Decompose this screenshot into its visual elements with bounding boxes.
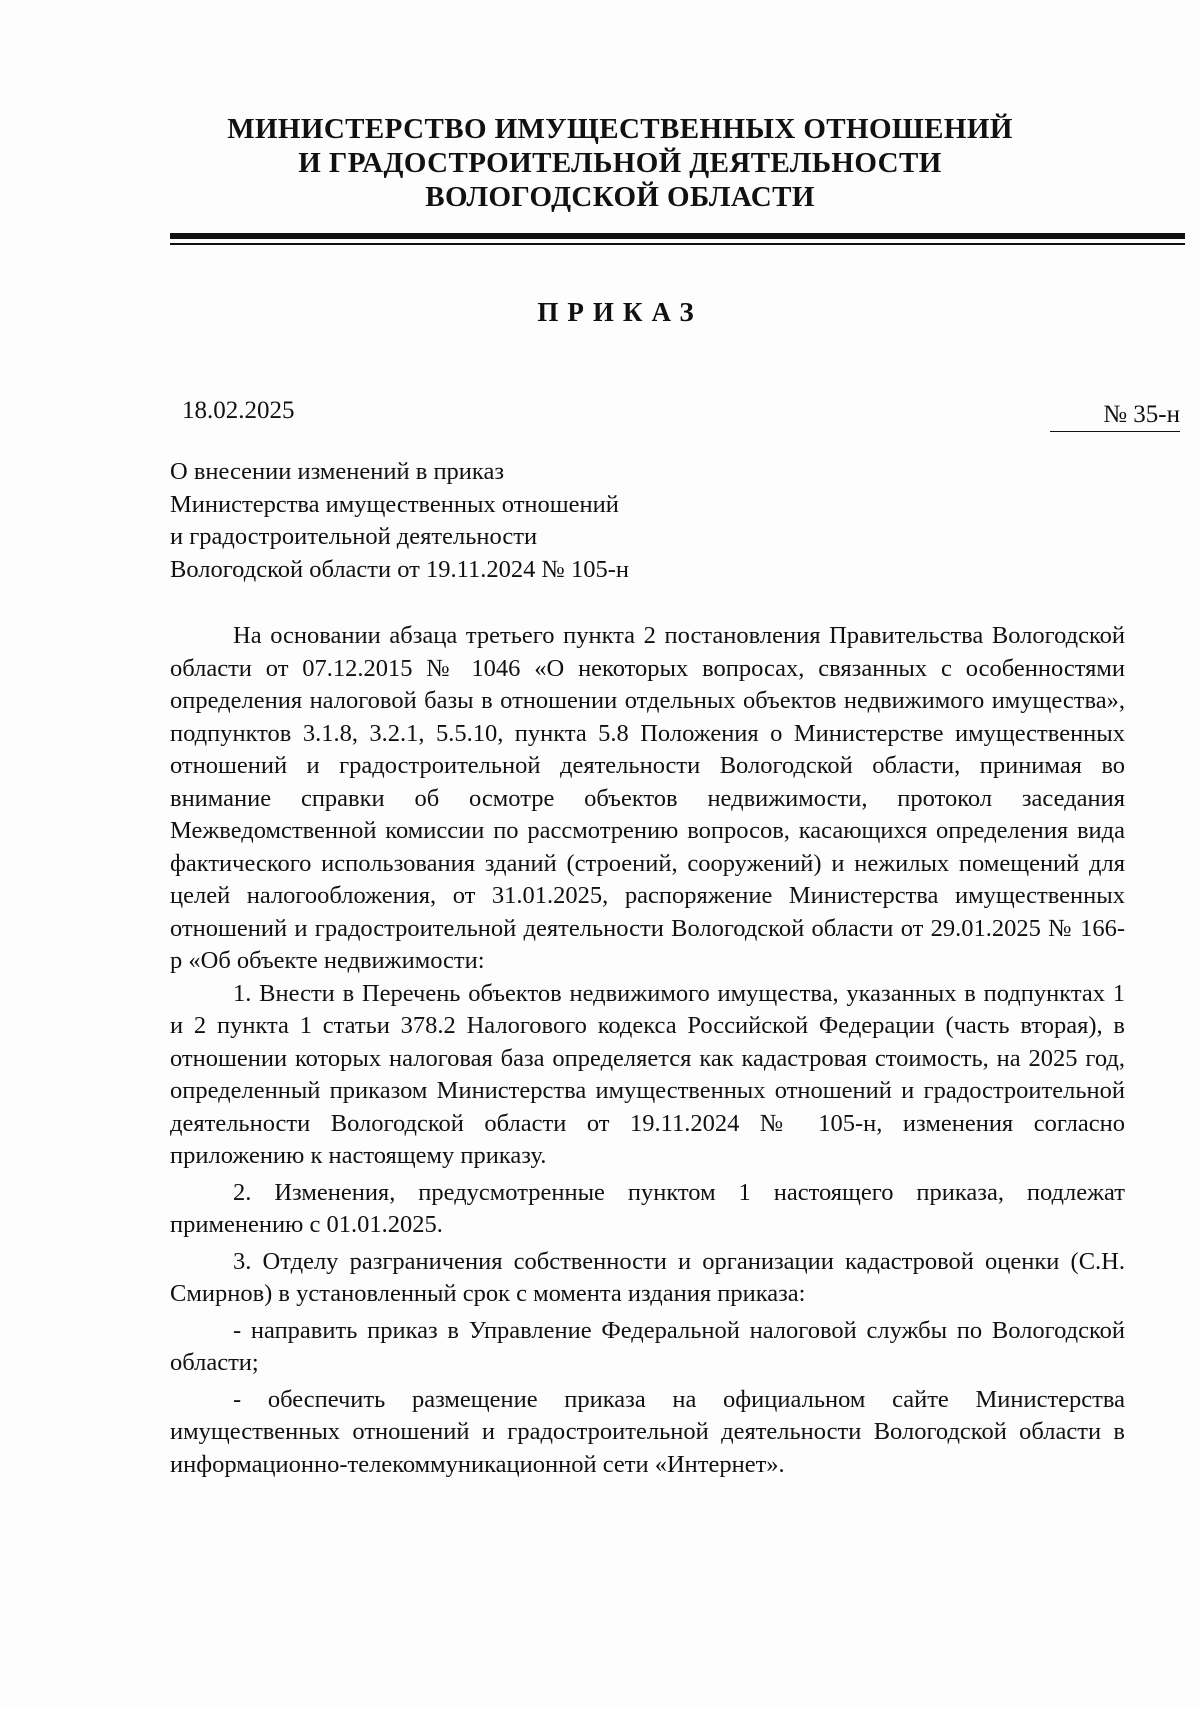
ministry-header	[170, 112, 1070, 214]
subject-line: О внесении изменений в приказ	[170, 458, 505, 485]
document-type-title: ПРИКАЗ	[537, 297, 703, 327]
subject-line: Министерства имущественных отношений	[170, 490, 619, 518]
clause-3-item-website: - обеспечить размещение приказа на официальном сайте Министерства имущественных отношений и градостроительной деятельности Вологодской области в информационно-телекоммуникационной сети «Интернет».	[170, 1385, 1125, 1478]
header-divider-thin	[170, 243, 1185, 245]
subject-line: Вологодской области от 19.11.2024 № 105-н	[170, 555, 629, 583]
clause-3-item-tax-service: - направить приказ в Управление Федеральной налоговой службы по Вологодской области;	[170, 1316, 1125, 1376]
document-number: № 35-н	[1050, 401, 1180, 432]
clause-2-paragraph: 2. Изменения, предусмотренные пунктом 1 настоящего приказа, подлежат применению с 01.01.2025.	[170, 1178, 1125, 1238]
document-body	[170, 620, 1125, 1481]
clause-3-paragraph: 3. Отделу разграничения собственности и организации кадастровой оценки (С.Н. Смирнов) в установленный срок с момента издания приказа:	[170, 1247, 1125, 1307]
header-line: И ГРАДОСТРОИТЕЛЬНОЙ ДЕЯТЕЛЬНОСТИ	[298, 147, 942, 179]
header-divider-thick	[170, 233, 1185, 239]
preamble-paragraph: На основании абзаца третьего пункта 2 постановления Правительства Вологодской области от 07.12.2015 № 1046 «О некоторых вопросах, связанных с особенностями определения налоговой базы в отношении отдельных объектов недвижимого имущества», подпунктов 3.1.8, 3.2.1, 5.5.10, пункта 5.8 Положения о Министерстве имущественных отношений и градостроительной деятельности Вологодской области, принимая во внимание справки об осмотре объектов недвижимости, протокол заседания Межведомственной комиссии по рассмотрению вопросов, касающихся определения вида фактического использования зданий (строений, сооружений) и нежилых помещений для целей налогообложения, от 31.01.2025, распоряжение Министерства имущественных отношений и градостроительной деятельности Вологодской области от 29.01.2025 № 166-р «Об объекте недвижимости:	[170, 622, 1125, 974]
header-line: МИНИСТЕРСТВО ИМУЩЕСТВЕННЫХ ОТНОШЕНИЙ	[227, 113, 1013, 145]
subject-line: и градостроительной деятельности	[170, 523, 538, 550]
clause-1-paragraph: 1. Внести в Перечень объектов недвижимого имущества, указанных в подпунктах 1 и 2 пункта 1 статьи 378.2 Налогового кодекса Российской Федерации (часть вторая), в отношении которых налоговая база определяется как кадастровая стоимость, на 2025 год, определенный приказом Министерства имущественных отношений и градостроительной деятельности Вологодской области от 19.11.2024 № 105-н, изменения согласно приложению к настоящему приказу.	[170, 979, 1125, 1169]
header-line: ВОЛОГОДСКОЙ ОБЛАСТИ	[425, 181, 815, 213]
document-date: 18.02.2025	[182, 397, 295, 424]
document-subject	[170, 456, 629, 586]
